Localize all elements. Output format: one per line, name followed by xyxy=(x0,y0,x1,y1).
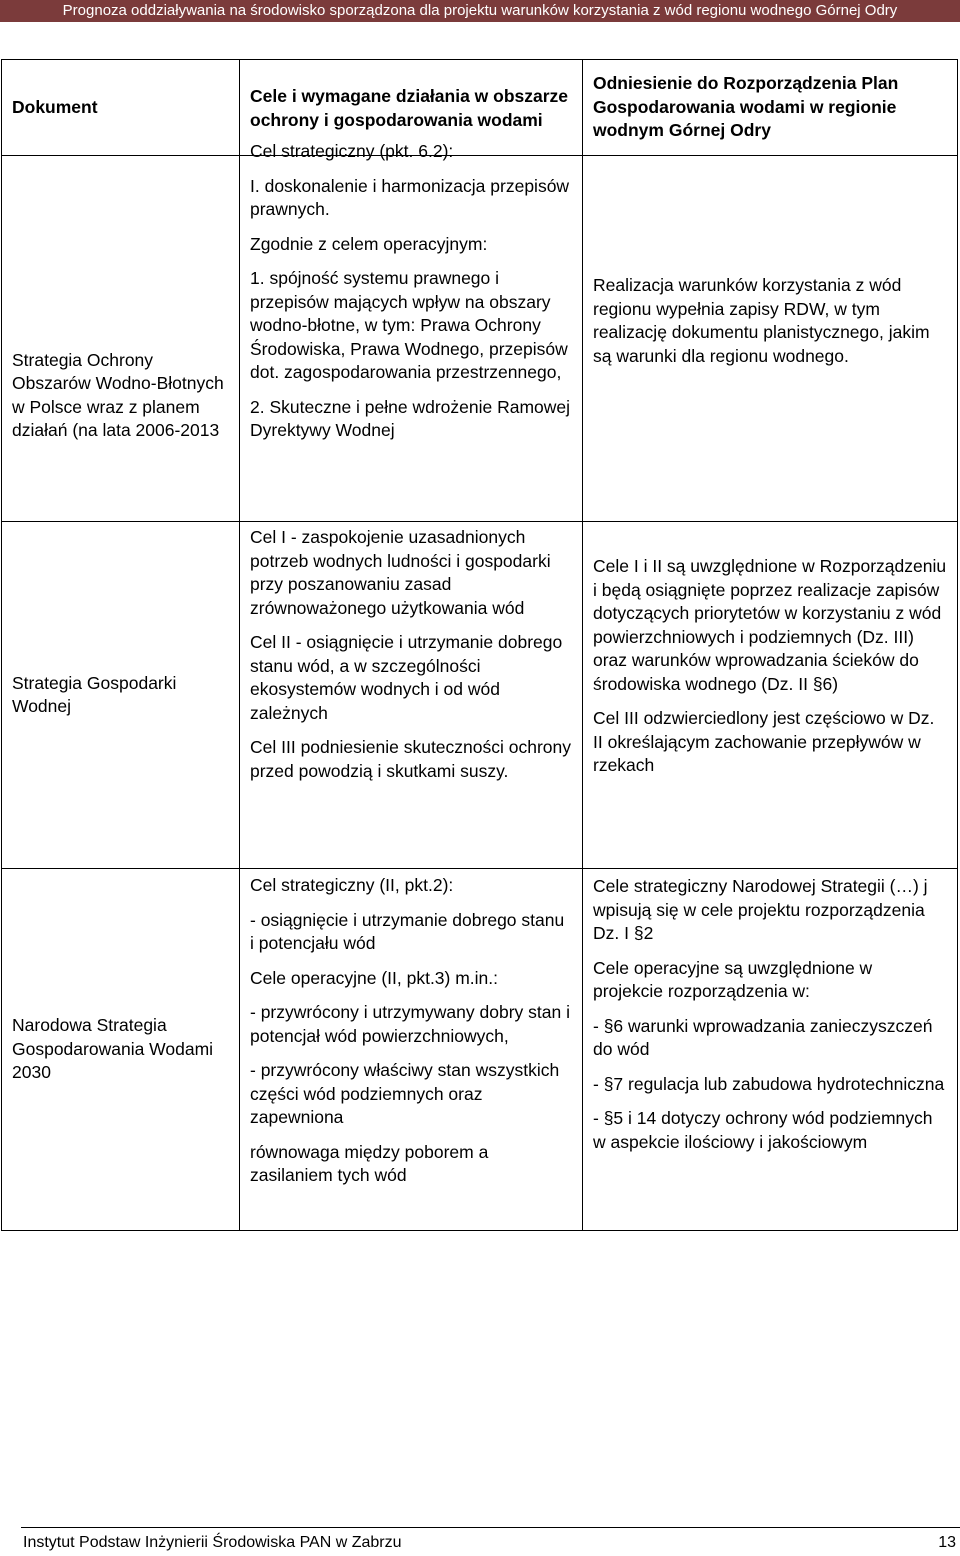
reference-text: Cele strategiczny Narodowej Strategii (…) j wpisują się w cele projektu rozporządzenia Dz. I §2 xyxy=(593,876,928,943)
footer-divider xyxy=(21,1527,960,1528)
goals-cell xyxy=(240,522,583,869)
goal-text: Cel strategiczny (pkt. 6.2): xyxy=(250,141,454,161)
goal-text: - przywrócony i utrzymywany dobry stan i potencjał wód powierzchniowych, xyxy=(250,1002,570,1046)
reference-text: - §7 regulacja lub zabudowa hydrotechniczna xyxy=(593,1073,945,1094)
goal-text: Cel strategiczny (II, pkt.2): xyxy=(250,875,454,895)
goal-text: - osiągnięcie i utrzymanie dobrego stanu i potencjału wód xyxy=(250,909,565,953)
reference-cell xyxy=(583,869,958,1231)
doc-name-cell: Strategia Gospodarki Wodnej xyxy=(2,522,240,869)
comparison-table xyxy=(1,59,958,1231)
goal-text: 1. spójność systemu prawnego i przepisów mających wpływ na obszary wodno-błotne, w tym: Prawa Ochrony Środowiska, Prawa Wodnego, przepisów dot. zagospodarowania przestrzennego, xyxy=(250,268,568,382)
goal-text: - przywrócony właściwy stan wszystkich części wód podziemnych oraz zapewniona xyxy=(250,1060,560,1127)
page-header: Prognoza oddziaływania na środowisko sporządzona dla projektu warunków korzystania z wód regionu wodnego Górnej Odry xyxy=(0,0,960,22)
footer-page-number: 13 xyxy=(938,1534,956,1551)
reference-text: Cel III odzwierciedlony jest częściowo w Dz. II określającym zachowanie przepływów w rzekach xyxy=(593,708,935,775)
doc-name-cell: Narodowa Strategia Gospodarowania Wodami 2030 xyxy=(2,869,240,1231)
reference-text: - §5 i 14 dotyczy ochrony wód podziemnych w aspekcie ilościowy i jakościowym xyxy=(593,1108,933,1152)
reference-cell xyxy=(583,156,958,522)
footer-institute: Instytut Podstaw Inżynierii Środowiska PAN w Zabrzu xyxy=(23,1534,402,1551)
table-row xyxy=(2,869,958,1231)
goal-text: 2. Skuteczne i pełne wdrożenie Ramowej Dyrektywy Wodnej xyxy=(250,396,571,440)
reference-text: - §6 warunki wprowadzania zanieczyszczeń do wód xyxy=(593,1015,933,1059)
reference-cell xyxy=(583,522,958,869)
goals-cell xyxy=(240,141,583,522)
goal-text: Cel II - osiągnięcie i utrzymanie dobrego stanu wód, a w szczególności ekosystemów wodnych i od wód zależnych xyxy=(250,632,563,723)
reference-text: Realizacja warunków korzystania z wód regionu wypełnia zapisy RDW, w tym realizację dokumentu planistycznego, jakim są warunki dla regionu wodnego. xyxy=(593,275,930,366)
reference-text: Cele I i II są uwzględnione w Rozporządzeniu i będą osiągnięte poprzez realizacje zapisów dotyczących priorytetów w korzystaniu z wód powierzchniowych i podziemnych (Dz. III) oraz warunków wprowadzania ścieków do środowiska wodnego (Dz. II §6) xyxy=(593,556,947,694)
goal-text: Cel III podniesienie skuteczności ochrony przed powodzią i skutkami suszy. xyxy=(250,737,572,781)
goal-text: równowaga między poborem a zasilaniem tych wód xyxy=(250,1141,489,1185)
column-header-dokument: Dokument xyxy=(2,60,240,156)
goal-text: Zgodnie z celem operacyjnym: xyxy=(250,233,488,254)
goal-text: I. doskonalenie i harmonizacja przepisów prawnych. xyxy=(250,175,570,219)
table-row xyxy=(2,522,958,869)
goal-text: Cele operacyjne (II, pkt.3) m.in.: xyxy=(250,967,499,988)
column-header-odniesienie: Odniesienie do Rozporządzenia Plan Gospodarowania wodami w regionie wodnym Górnej Odry xyxy=(583,60,958,156)
goals-cell xyxy=(240,869,583,1231)
goal-text: Cel I - zaspokojenie uzasadnionych potrzeb wodnych ludności i gospodarki przy poszanowaniu zasad zrównoważonego użytkowania wód xyxy=(250,527,551,618)
reference-text: Cele operacyjne są uwzględnione w projekcie rozporządzenia w: xyxy=(593,957,873,1001)
table-row xyxy=(2,156,958,522)
column-header-cele: Cele i wymagane działania w obszarze ochrony i gospodarowania wodami xyxy=(240,60,583,156)
doc-name-cell: Strategia Ochrony Obszarów Wodno-Błotnych w Polsce wraz z planem działań (na lata 2006-2013 xyxy=(2,156,240,522)
